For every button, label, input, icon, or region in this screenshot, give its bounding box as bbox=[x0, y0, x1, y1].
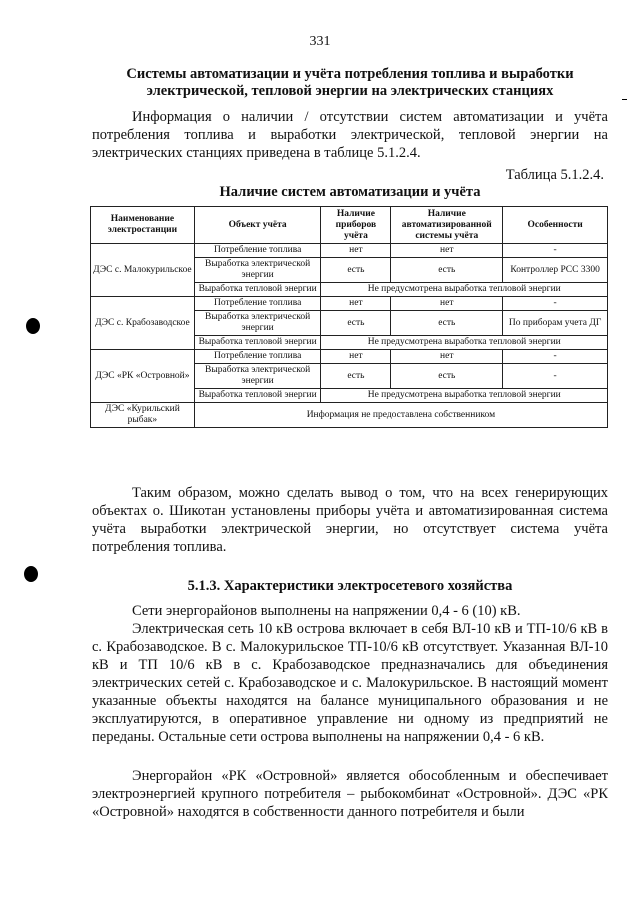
table-row bbox=[91, 244, 608, 258]
table-header-row bbox=[91, 207, 608, 244]
notes-cell: Контроллер PCC 3300 bbox=[503, 258, 608, 283]
table-row bbox=[91, 350, 608, 364]
devices-cell: есть bbox=[321, 311, 391, 336]
object-cell: Выработка электрической энергии bbox=[194, 311, 321, 336]
system-cell: есть bbox=[391, 258, 503, 283]
header-cell: Наличие автоматизированной системы учёта bbox=[391, 207, 503, 244]
object-cell: Выработка тепловой энергии bbox=[194, 336, 321, 350]
devices-cell: есть bbox=[321, 258, 391, 283]
margin-mark bbox=[622, 99, 627, 100]
devices-cell: нет bbox=[321, 297, 391, 311]
object-cell: Выработка электрической энергии bbox=[194, 258, 321, 283]
system-cell: нет bbox=[391, 350, 503, 364]
object-cell: Потребление топлива bbox=[194, 297, 321, 311]
subsection-title: 5.1.3. Характеристики электросетевого хозяйства bbox=[187, 578, 513, 594]
station-cell: ДЭС «РК «Островной» bbox=[91, 350, 195, 403]
network-paragraph: Электрическая сеть 10 кВ острова включает в себя ВЛ-10 кВ и ТП-10/6 кВ в с. Крабозаводское. В с. Малокурильское ТП-10/6 кВ отсутствует. Указанная ВЛ-10 кВ и ТП 10/6 кВ в с. Крабозаводское предназначались для объединения электрических сетей с. Крабозаводское и с. Малокурильское. В настоящий момент указанные объекты находятся на балансе муниципального образования и не эксплуатируются, в оперативное управление ни одному из предприятий не переданы. Остальные сети острова выполнены на напряжении 0,4 - 6 кВ. bbox=[92, 621, 608, 745]
notes-cell: По приборам учета ДГ bbox=[503, 311, 608, 336]
conclusion-paragraph: Таким образом, можно сделать вывод о том, что на всех генерирующих объектах о. Шикотан установлены приборы учёта и автоматизированная система учёта выработки электрической энергии, но отсутствует система учёта потребления топлива. bbox=[92, 485, 608, 555]
intro-paragraph: Информация о наличии / отсутствии систем автоматизации и учёта потребления топлива и выработки электрической, тепловой энергии на электрических станциях приведена в таблице 5.1.2.4. bbox=[92, 109, 608, 161]
notes-cell: - bbox=[503, 244, 608, 258]
header-cell: Наименование электростанции bbox=[91, 207, 195, 244]
table-row bbox=[91, 403, 608, 428]
page-number: 331 bbox=[309, 34, 331, 49]
object-cell: Выработка тепловой энергии bbox=[194, 283, 321, 297]
voltage-paragraph: Сети энергорайонов выполнены на напряжении 0,4 - 6 (10) кВ. bbox=[132, 603, 521, 619]
header-cell: Особенности bbox=[503, 207, 608, 244]
automation-table bbox=[90, 206, 608, 428]
station-cell: ДЭС с. Малокурильское bbox=[91, 244, 195, 297]
object-cell: Выработка тепловой энергии bbox=[194, 389, 321, 403]
binder-hole-mark bbox=[26, 318, 40, 334]
heat-note-cell: Не предусмотрена выработка тепловой энергии bbox=[321, 389, 608, 403]
devices-cell: нет bbox=[321, 244, 391, 258]
devices-cell: нет bbox=[321, 350, 391, 364]
binder-hole-mark bbox=[24, 566, 38, 582]
station-cell: ДЭС с. Крабозаводское bbox=[91, 297, 195, 350]
system-cell: есть bbox=[391, 364, 503, 389]
notes-cell: - bbox=[503, 297, 608, 311]
table-number: Таблица 5.1.2.4. bbox=[505, 167, 604, 183]
section-title: Системы автоматизации и учёта потребления топлива и выработки электрической, тепловой энергии на электрических станциях bbox=[126, 66, 574, 99]
header-cell: Наличие приборов учёта bbox=[321, 207, 391, 244]
ostrovnoy-paragraph: Энергорайон «РК «Островной» является обособленным и обеспечивает электроэнергией крупного потребителя – рыбокомбинат «Островной». ДЭС «РК «Островной» находятся в собственности данного потребителя и были bbox=[92, 768, 608, 820]
devices-cell: есть bbox=[321, 364, 391, 389]
table-row bbox=[91, 297, 608, 311]
object-cell: Потребление топлива bbox=[194, 350, 321, 364]
system-cell: есть bbox=[391, 311, 503, 336]
system-cell: нет bbox=[391, 297, 503, 311]
notes-cell: - bbox=[503, 350, 608, 364]
station-cell: ДЭС «Курильский рыбак» bbox=[91, 403, 195, 428]
object-cell: Выработка электрической энергии bbox=[194, 364, 321, 389]
heat-note-cell: Не предусмотрена выработка тепловой энергии bbox=[321, 283, 608, 297]
table-title: Наличие систем автоматизации и учёта bbox=[219, 184, 481, 200]
header-cell: Объект учёта bbox=[194, 207, 321, 244]
system-cell: нет bbox=[391, 244, 503, 258]
notes-cell: - bbox=[503, 364, 608, 389]
no-info-cell: Информация не предоставлена собственником bbox=[194, 403, 607, 428]
heat-note-cell: Не предусмотрена выработка тепловой энергии bbox=[321, 336, 608, 350]
object-cell: Потребление топлива bbox=[194, 244, 321, 258]
